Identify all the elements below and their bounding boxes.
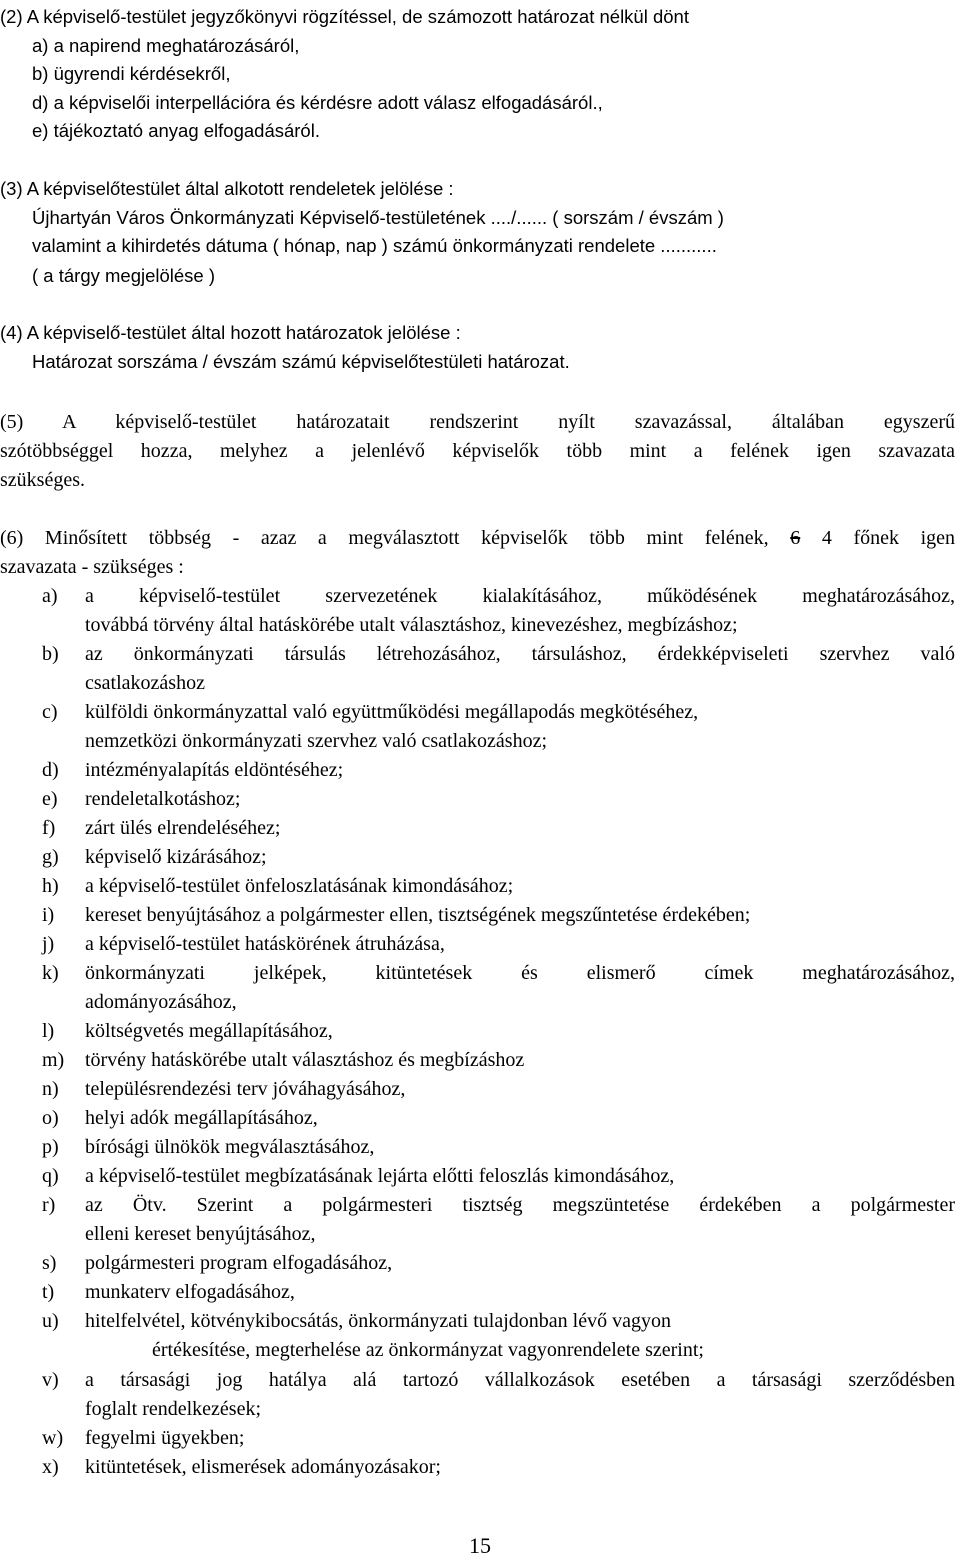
item-o-text: helyi adók megállapításához, (85, 1107, 318, 1129)
section-3-line-3: valamint a kihirdetés dátuma ( hónap, nap ) számú önkormányzati rendelete ........... (32, 235, 717, 256)
section-2-item-e: e) tájékoztató anyag elfogadásáról. (32, 120, 320, 141)
section-5-line-2: szótöbbséggel hozza, melyhez a jelenlévő képviselők több mint a felének igen szavazata (0, 440, 955, 462)
section-2-heading: (2) A képviselő-testület jegyzőkönyvi rögzítéssel, de számozott határozat nélkül dönt (0, 6, 689, 27)
section-2-item-b: b) ügyrendi kérdésekről, (32, 63, 231, 84)
item-e-text: rendeletalkotáshoz; (85, 788, 241, 810)
item-v-line-2: foglalt rendelkezések; (85, 1398, 262, 1420)
section-3-line-2: Újhartyán Város Önkormányzati Képviselő-testületének ..../...... ( sorszám / évszám ) (32, 207, 724, 228)
section-6-line-1 (0, 524, 955, 552)
item-a-line-1: a képviselő-testület szervezetének kialakításához, működésének meghatározásához, (85, 585, 955, 607)
item-label-i: i) (42, 904, 55, 926)
item-d-text: intézményalapítás eldöntéséhez; (85, 759, 344, 781)
item-label-d: d) (42, 759, 59, 781)
section-3-line-4: ( a tárgy megjelölése ) (32, 265, 216, 286)
item-f-text: zárt ülés elrendeléséhez; (85, 817, 281, 839)
item-u-line-1: hitelfelvétel, kötvénykibocsátás, önkormányzati tulajdonban lévő vagyon (85, 1310, 671, 1332)
item-n-text: településrendezési terv jóváhagyásához, (85, 1078, 406, 1100)
section-5-line-1: (5) A képviselő-testület határozatait rendszerint nyílt szavazással, általában egyszerű (0, 411, 955, 433)
item-x-text: kitüntetések, elismerések adományozásakor; (85, 1456, 441, 1478)
item-label-w: w) (42, 1427, 64, 1449)
section-2-item-d: d) a képviselői interpellációra és kérdésre adott válasz elfogadásáról., (32, 92, 603, 113)
item-t-text: munkaterv elfogadásához, (85, 1281, 295, 1303)
item-label-o: o) (42, 1107, 59, 1129)
section-2-item-a: a) a napirend meghatározásáról, (32, 35, 300, 56)
item-label-v: v) (42, 1369, 59, 1391)
item-v-line-1: a társasági jog hatálya alá tartozó vállalkozások esetében a társasági szerződésben (85, 1369, 955, 1391)
item-label-p: p) (42, 1136, 59, 1158)
item-p-text: bírósági ülnökök megválasztásához, (85, 1136, 375, 1158)
item-s-text: polgármesteri program elfogadásához, (85, 1252, 393, 1274)
item-r-line-1: az Ötv. Szerint a polgármesteri tisztség megszüntetése érdekében a polgármester (85, 1194, 955, 1216)
struck-number: 6 (790, 527, 801, 549)
item-label-f: f) (42, 817, 56, 839)
section-3-heading: (3) A képviselőtestület által alkotott rendeletek jelölése : (0, 178, 454, 199)
item-label-t: t) (42, 1281, 55, 1303)
item-u-line-2: értékesítése, megterhelése az önkormányzat vagyonrendelete szerint; (152, 1339, 704, 1361)
item-label-j: j) (42, 933, 55, 955)
item-label-x: x) (42, 1456, 59, 1478)
item-m-text: törvény hatáskörébe utalt választáshoz és megbízáshoz (85, 1049, 525, 1071)
section-6-line-2: szavazata - szükséges : (0, 556, 184, 578)
item-label-s: s) (42, 1252, 57, 1274)
item-label-k: k) (42, 962, 59, 984)
item-w-text: fegyelmi ügyekben; (85, 1427, 245, 1449)
item-label-g: g) (42, 846, 59, 868)
item-a-line-2: továbbá törvény által hatáskörébe utalt választáshoz, kinevezéshez, megbízáshoz; (85, 614, 738, 636)
item-k-line-2: adományozásához, (85, 991, 237, 1013)
item-label-n: n) (42, 1078, 59, 1100)
item-b-line-1: az önkormányzati társulás létrehozásához, társuláshoz, érdekképviseleti szervhez való (85, 643, 955, 665)
item-label-a: a) (42, 585, 58, 607)
item-label-r: r) (42, 1194, 56, 1216)
item-label-m: m) (42, 1049, 65, 1071)
item-label-q: q) (42, 1165, 59, 1187)
item-label-u: u) (42, 1310, 59, 1332)
item-r-line-2: elleni kereset benyújtásához, (85, 1223, 316, 1245)
item-g-text: képviselő kizárásához; (85, 846, 267, 868)
item-label-b: b) (42, 643, 59, 665)
section-4-heading: (4) A képviselő-testület által hozott határozatok jelölése : (0, 322, 461, 343)
item-l-text: költségvetés megállapításához, (85, 1020, 333, 1042)
item-label-h: h) (42, 875, 59, 897)
page-number: 15 (469, 1533, 491, 1558)
item-label-c: c) (42, 701, 58, 723)
item-b-line-2: csatlakozáshoz (85, 672, 205, 694)
item-j-text: a képviselő-testület hatáskörének átruházása, (85, 933, 445, 955)
item-label-e: e) (42, 788, 58, 810)
section-6-line-1-end: 4 főnek igen (821, 527, 956, 549)
item-i-text: kereset benyújtásához a polgármester ellen, tisztségének megszűntetése érdekében; (85, 904, 751, 926)
item-c-line-1: külföldi önkormányzattal való együttműködési megállapodás megkötéséhez, (85, 701, 699, 723)
section-5-line-3: szükséges. (0, 469, 85, 491)
item-c-line-2: nemzetközi önkormányzati szervhez való csatlakozáshoz; (85, 730, 548, 752)
section-4-line-2: Határozat sorszáma / évszám számú képviselőtestületi határozat. (32, 351, 570, 372)
item-k-line-1: önkormányzati jelképek, kitüntetések és elismerő címek meghatározásához, (85, 962, 955, 984)
item-label-l: l) (42, 1020, 55, 1042)
section-6-line-1-start: (6) Minősített többség - azaz a megválasztott képviselők több mint felének, (0, 527, 769, 549)
item-q-text: a képviselő-testület megbízatásának lejárta előtti feloszlás kimondásához, (85, 1165, 675, 1187)
item-h-text: a képviselő-testület önfeloszlatásának kimondásához; (85, 875, 514, 897)
